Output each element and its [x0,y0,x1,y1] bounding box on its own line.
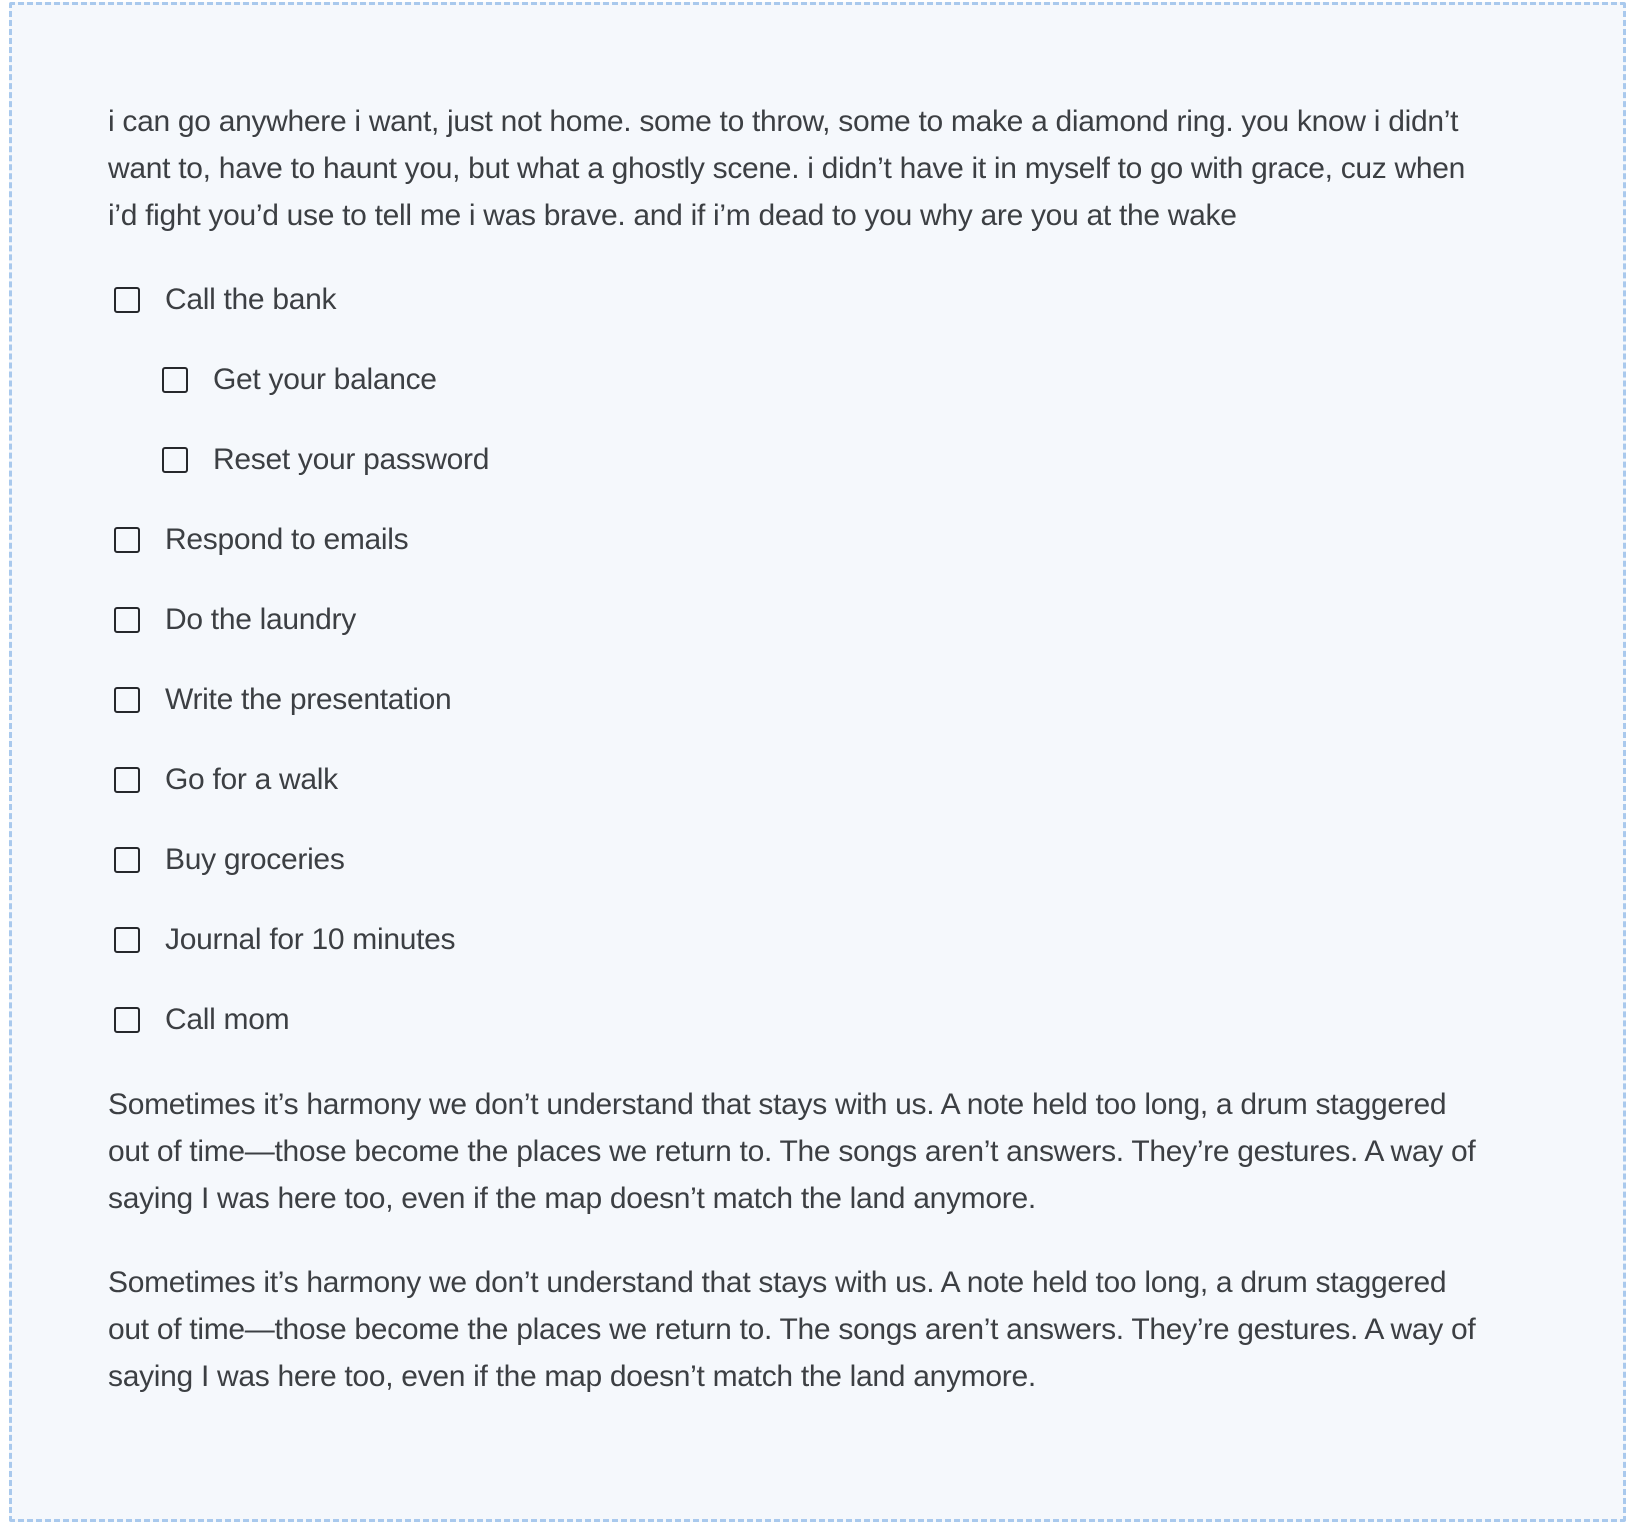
todo-checklist [108,276,1563,1043]
document-page [9,2,1626,1522]
task-item [108,356,1563,403]
task-item [108,836,1563,883]
task-label: Journal for 10 minutes [165,923,456,956]
task-label: Call the bank [165,283,337,316]
task-checkbox-unchecked[interactable] [114,1007,140,1033]
closing-paragraphs [108,1081,1563,1400]
task-item [108,916,1563,963]
task-checkbox-unchecked[interactable] [162,367,188,393]
task-label: Get your balance [213,363,437,396]
task-label: Call mom [165,1003,290,1036]
document-content [12,5,1623,1400]
task-checkbox-unchecked[interactable] [114,607,140,633]
task-item [108,276,1563,323]
task-item [108,996,1563,1043]
task-item [108,516,1563,563]
task-label: Respond to emails [165,523,409,556]
task-checkbox-unchecked[interactable] [114,767,140,793]
task-item [108,676,1563,723]
task-item [108,756,1563,803]
task-label: Buy groceries [165,843,345,876]
task-label: Do the laundry [165,603,356,636]
task-checkbox-unchecked[interactable] [114,847,140,873]
task-label: Reset your password [213,443,490,476]
task-checkbox-unchecked[interactable] [114,527,140,553]
task-label: Write the presentation [165,683,452,716]
task-checkbox-unchecked[interactable] [114,287,140,313]
intro-paragraph: i can go anywhere i want, just not home. some to throw, some to make a diamond ring. you know i didn’t want to, have to haunt you, but what a ghostly scene. i didn’t have it in myself to go with grace, cuz when i’d fight you’d use to tell me i was brave. and if i’m dead to you why are you at the wake [108,105,1466,232]
closing-paragraph: Sometimes it’s harmony we don’t understand that stays with us. A note held too long, a drum staggered out of time—those become the places we return to. The songs aren’t answers. They’re gestures. A way of saying I was here too, even if the map doesn’t match the land anymore. [108,1088,1476,1215]
task-checkbox-unchecked[interactable] [114,687,140,713]
task-item [108,596,1563,643]
closing-paragraph: Sometimes it’s harmony we don’t understand that stays with us. A note held too long, a drum staggered out of time—those become the places we return to. The songs aren’t answers. They’re gestures. A way of saying I was here too, even if the map doesn’t match the land anymore. [108,1266,1476,1393]
task-item [108,436,1563,483]
task-checkbox-unchecked[interactable] [162,447,188,473]
task-checkbox-unchecked[interactable] [114,927,140,953]
task-label: Go for a walk [165,763,338,796]
